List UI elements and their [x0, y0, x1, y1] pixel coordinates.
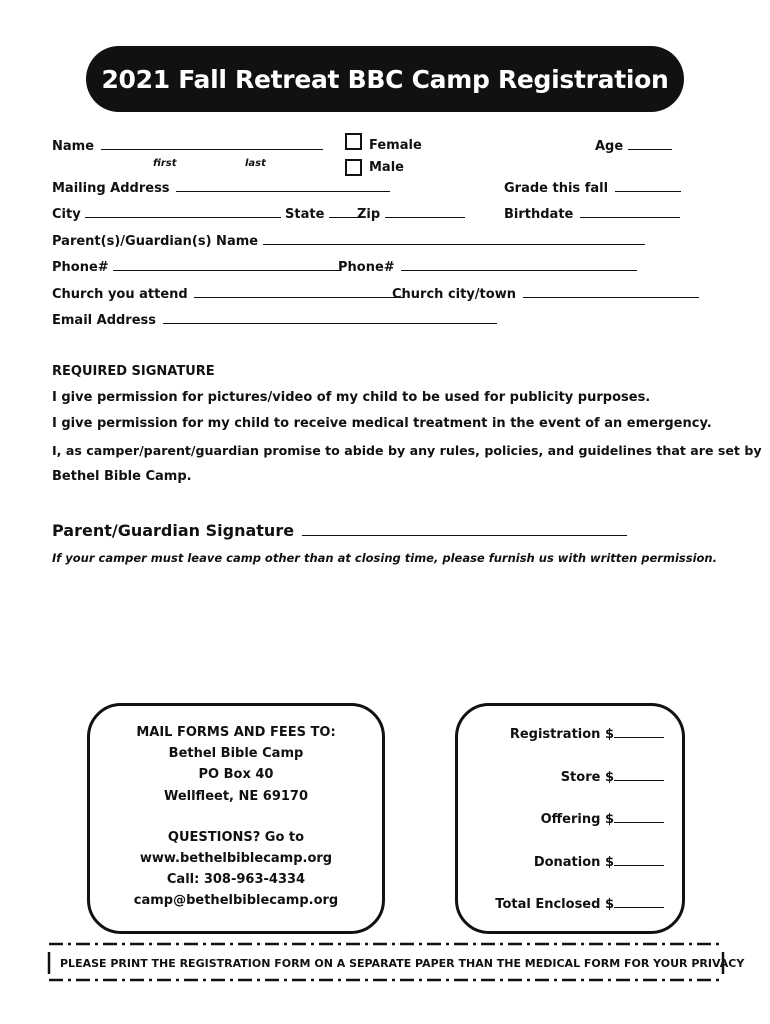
phone1-field[interactable]: [52, 259, 341, 275]
grade-line: [615, 180, 681, 192]
phone-number: Call: 308-963-4334: [166, 872, 306, 887]
total-enclosed[interactable]: [495, 896, 664, 912]
registration-line: [614, 726, 664, 738]
offering-label: Offering $: [540, 812, 614, 827]
age-label: Age: [595, 139, 624, 154]
phone2-field[interactable]: [338, 259, 637, 275]
city-line: [85, 206, 281, 218]
po-box: PO Box 40: [198, 767, 274, 782]
female-label: Female: [369, 138, 422, 153]
camp-name: Bethel Bible Camp: [168, 746, 304, 761]
fees-box: [455, 703, 685, 934]
city-state-zip: Wellfleet, NE 69170: [163, 789, 309, 804]
mailing-address-field[interactable]: [52, 180, 390, 196]
offering-fee[interactable]: [541, 811, 664, 827]
birthdate-field[interactable]: [504, 206, 680, 222]
rules-agreement: I, as camper/parent/guardian promise to abide by any rules, policies, and guidelines that are set by: [52, 443, 762, 458]
phone2-line: [401, 259, 637, 271]
donation-label: Donation $: [533, 855, 614, 870]
email-link[interactable]: camp@bethelbiblecamp.org: [133, 893, 339, 908]
donation-fee[interactable]: [534, 854, 664, 870]
phone2-label: Phone#: [338, 260, 395, 275]
first-label: first: [153, 158, 177, 169]
mail-heading: MAIL FORMS AND FEES TO:: [136, 725, 336, 740]
grade-field[interactable]: [504, 180, 681, 196]
age-line: [628, 138, 672, 150]
mail-info-box: [87, 703, 385, 934]
male-label: Male: [369, 160, 404, 175]
permission-publicity: I give permission for pictures/video of my child to be used for publicity purposes.: [52, 390, 651, 405]
phone1-label: Phone#: [52, 260, 109, 275]
birthdate-label: Birthdate: [504, 207, 574, 222]
store-fee[interactable]: [561, 769, 664, 785]
zip-label: Zip: [357, 207, 381, 222]
state-field[interactable]: [285, 206, 361, 222]
last-label: last: [245, 158, 266, 169]
birthdate-line: [580, 206, 680, 218]
required-signature-heading: REQUIRED SIGNATURE: [52, 364, 215, 379]
signature-field[interactable]: [52, 521, 627, 540]
signature-line: [302, 522, 627, 536]
questions-text: QUESTIONS? Go to: [167, 830, 305, 845]
church-label: Church you attend: [52, 287, 188, 302]
church-line: [194, 286, 404, 298]
signature-label: Parent/Guardian Signature: [52, 521, 295, 540]
total-line: [614, 896, 664, 908]
church-city-line: [523, 286, 699, 298]
church-city-field[interactable]: [392, 286, 699, 302]
registration-label: Registration $: [509, 727, 614, 742]
zip-line: [385, 206, 465, 218]
donation-line: [614, 854, 664, 866]
state-label: State: [285, 207, 325, 222]
zip-field[interactable]: [357, 206, 465, 222]
church-city-label: Church city/town: [392, 287, 516, 302]
male-checkbox[interactable]: [345, 159, 362, 176]
name-label: Name: [52, 139, 95, 154]
privacy-notice: PLEASE PRINT THE REGISTRATION FORM ON A SEPARATE PAPER THAN THE MEDICAL FORM FOR YOUR PRIVACY: [60, 957, 745, 970]
grade-label: Grade this fall: [504, 181, 609, 196]
registration-fee[interactable]: [510, 726, 664, 742]
email-field[interactable]: [52, 312, 497, 328]
total-label: Total Enclosed $: [495, 897, 614, 912]
email-label: Email Address: [52, 313, 157, 328]
email-line: [163, 312, 497, 324]
parent-name-line: [263, 233, 645, 245]
form-title-text: 2021 Fall Retreat BBC Camp Registration: [101, 64, 669, 94]
rules-agreement-cont: Bethel Bible Camp.: [52, 469, 192, 484]
female-checkbox[interactable]: [345, 133, 362, 150]
permission-medical: I give permission for my child to receive medical treatment in the event of an emergency.: [52, 416, 712, 431]
store-label: Store $: [560, 770, 614, 785]
mailing-address-line: [176, 180, 390, 192]
parent-name-label: Parent(s)/Guardian(s) Name: [52, 234, 259, 249]
city-label: City: [52, 207, 81, 222]
form-title: [86, 46, 684, 112]
store-line: [614, 769, 664, 781]
mailing-address-label: Mailing Address: [52, 181, 170, 196]
age-field[interactable]: [595, 138, 672, 154]
written-permission-note: If your camper must leave camp other than at closing time, please furnish us with written permission.: [52, 551, 717, 565]
parent-name-field[interactable]: [52, 233, 645, 249]
offering-line: [614, 811, 664, 823]
phone1-line: [113, 259, 341, 271]
church-field[interactable]: [52, 286, 404, 302]
name-field[interactable]: [52, 138, 323, 154]
city-field[interactable]: [52, 206, 281, 222]
website-link[interactable]: www.bethelbiblecamp.org: [139, 851, 333, 866]
name-line: [101, 138, 323, 150]
